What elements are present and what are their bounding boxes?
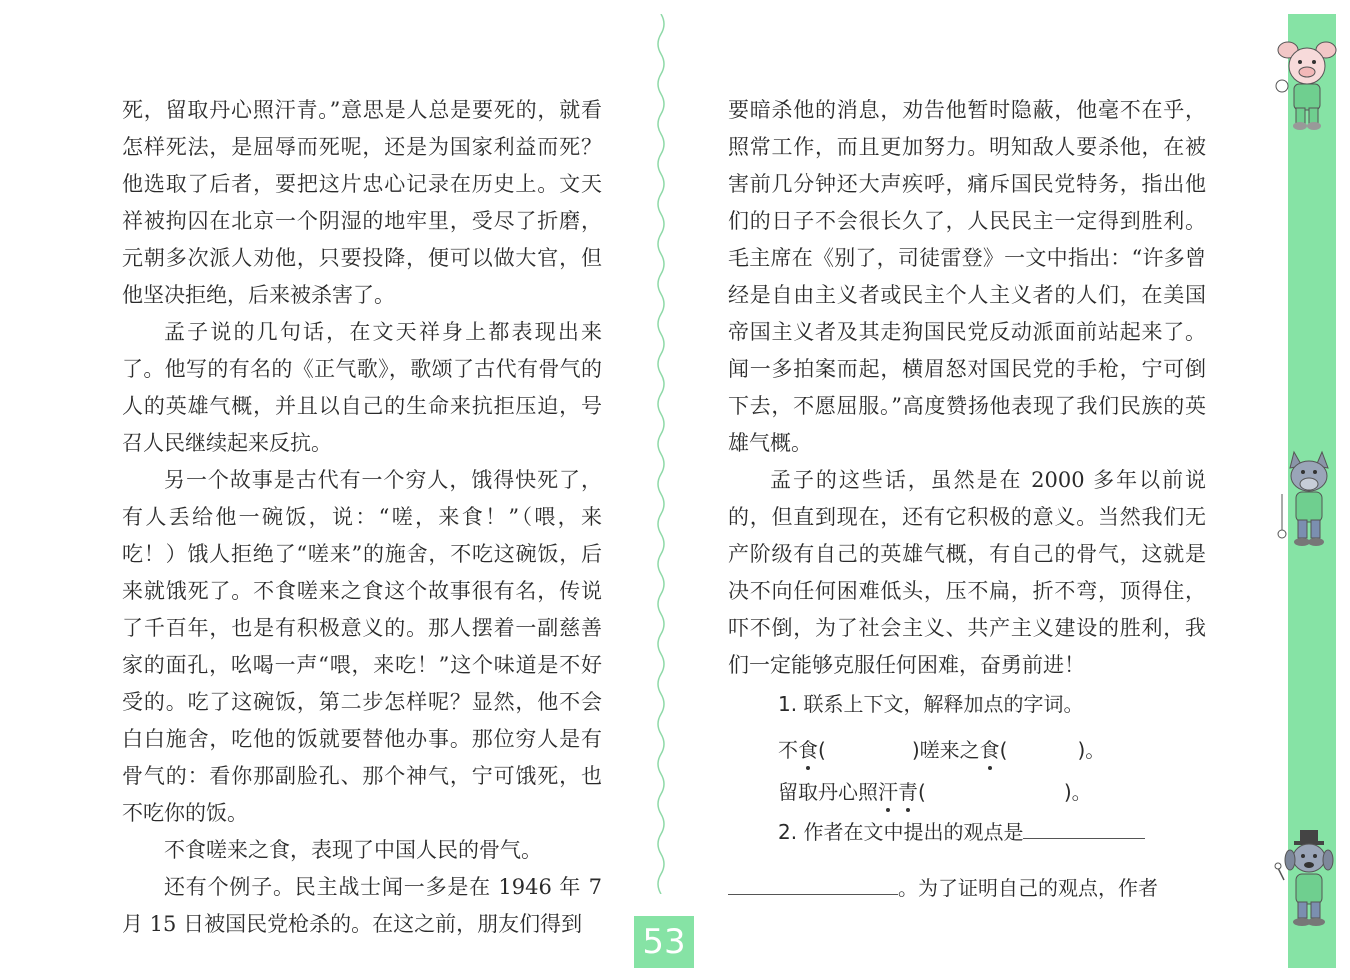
term-text: 嗟来之 (919, 738, 980, 762)
dotted-char: 食 (798, 734, 818, 763)
paren-open: ( (818, 738, 826, 762)
mascot-wolf-yoyo-icon (1272, 446, 1344, 550)
question-1-items-row (778, 734, 1105, 763)
paren-close: ) (911, 738, 920, 762)
dotted-char: 青 (898, 776, 918, 805)
paragraph: 要暗杀他的消息，劝告他暂时隐蔽，他毫不在乎，照常工作，而且更加努力。明知敌人要杀他，在被害前几分钟还大声疾呼，痛斥国民党特务，指出他们的日子不会很长久了，人民民主一定得到胜利。毛主席在《别了，司徒雷登》一文中指出：“许多曾经是自由主义者或民主个人主义者的人们，在美国帝国主义者及其走狗国民党反动派面前站起来了。闻一多拍案而起，横眉怒对国民党的手枪，宁可倒下去，不愿屈服。”高度赞扬他表现了我们民族的英雄气概。 (728, 98, 1206, 455)
dotted-char: 食 (980, 734, 1000, 763)
question-1-item3-row (778, 776, 1092, 805)
paragraph: 不食嗟来之食，表现了中国人民的骨气。 (164, 838, 542, 862)
question-2-continuation-row (728, 872, 1158, 901)
question-2-prompt: 2. 作者在文中提出的观点是 (778, 820, 1024, 844)
paragraph: 另一个故事是古代有一个穷人，饿得快死了，有人丢给他一碗饭，说：“嗟，来食！”（喂，来吃！）饿人拒绝了“嗟来”的施舍，不吃这碗饭，后来就饿死了。不食嗟来之食这个故事很有名，传说了千百年，也是有积极意义的。那人摆着一副慈善家的面孔，吆喝一声“喂，来吃！”这个味道是不好受的。吃了这碗饭，第二步怎样呢？显然，他不会白白施舍，吃他的饭就要替他办事。那位穷人是有骨气的：看你那副脸孔、那个神气，宁可饿死，也不吃你的饭。 (122, 468, 602, 825)
right-page-text (728, 92, 1206, 684)
paren-close: )。 (1063, 780, 1092, 804)
page-gutter-wave (652, 14, 670, 894)
term-text: 留取丹心照 (778, 780, 878, 804)
paragraph: 还有个例子。民主战士闻一多是在 1946 年 7 月 15 日被国民党枪杀的。在这之前，朋友们得到 (122, 875, 602, 936)
paren-open: ( (918, 780, 926, 804)
mascot-dog-hat-icon (1270, 828, 1346, 932)
dotted-char: 汗 (878, 776, 898, 805)
paren-close: )。 (1077, 738, 1106, 762)
page-number: 53 (634, 916, 694, 968)
paren-open: ( (999, 738, 1008, 762)
answer-line[interactable] (728, 893, 898, 895)
answer-line[interactable] (1023, 837, 1145, 839)
question-1-prompt: 1. 联系上下文，解释加点的字词。 (778, 692, 1084, 716)
mascot-pig-icon (1270, 36, 1344, 132)
paragraph: 孟子的这些话，虽然是在 2000 多年以前说的，但直到现在，还有它积极的意义。当然我们无产阶级有自己的英雄气概，有自己的骨气，这就是决不向任何困难低头，压不扁，折不弯，顶得住，吓不倒，为了社会主义、共产主义建设的胜利，我们一定能够克服任何困难，奋勇前进！ (728, 468, 1206, 677)
term-text: 不 (778, 738, 798, 762)
paragraph: 死，留取丹心照汗青。”意思是人总是要死的，就看怎样死法，是屈辱而死呢，还是为国家利益而死？他选取了后者，要把这片忠心记录在历史上。文天祥被拘囚在北京一个阴湿的地牢里，受尽了折磨，元朝多次派人劝他，只要投降，便可以做大官，但他坚决拒绝，后来被杀害了。 (122, 98, 602, 307)
left-page-text (122, 92, 602, 943)
question-2-row (778, 816, 1145, 845)
question-2-continuation: 。为了证明自己的观点，作者 (898, 876, 1158, 900)
paragraph: 孟子说的几句话，在文天祥身上都表现出来了。他写的有名的《正气歌》，歌颂了古代有骨气的人的英雄气概，并且以自己的生命来抗拒压迫，号召人民继续起来反抗。 (122, 320, 602, 455)
